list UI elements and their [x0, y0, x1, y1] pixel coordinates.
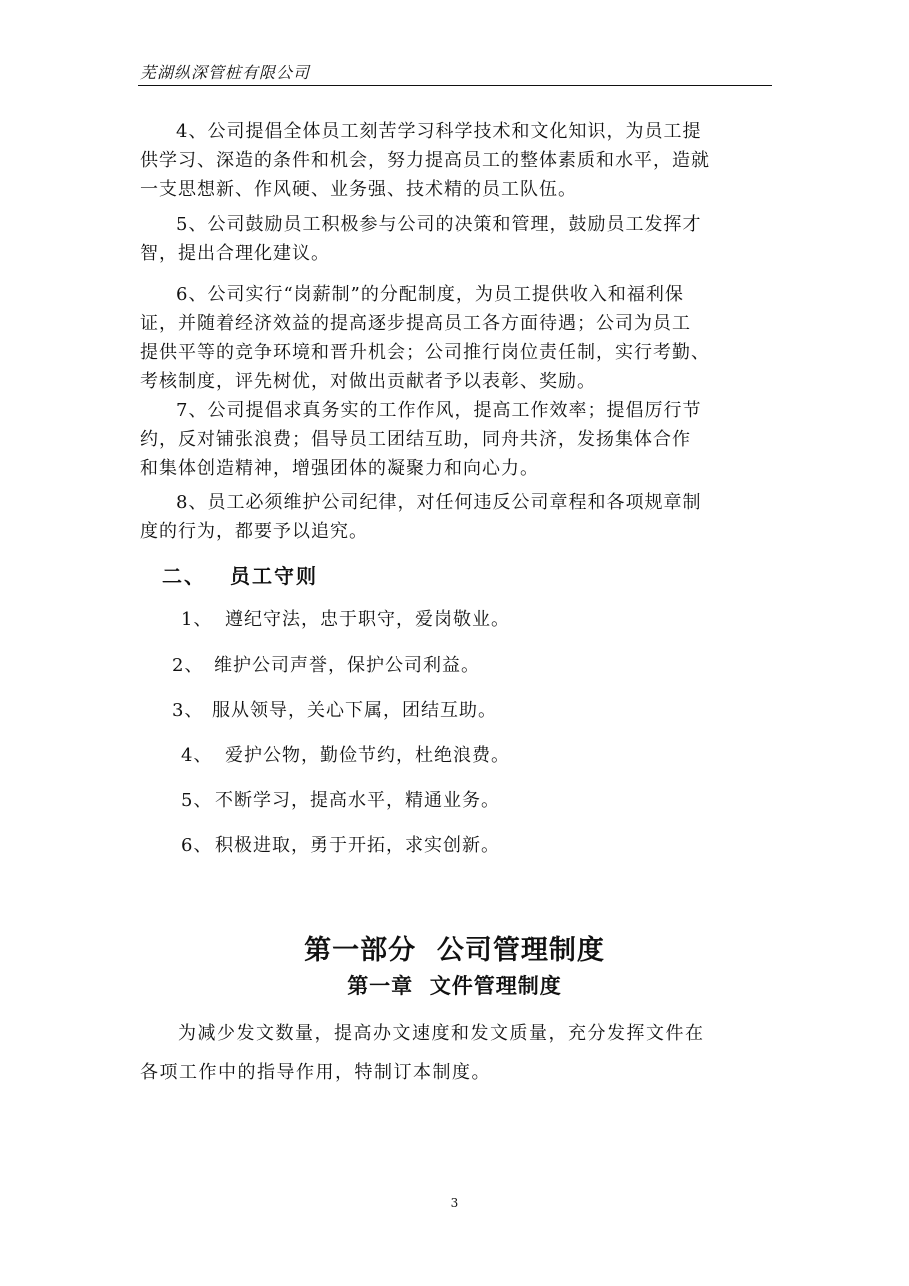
- rule-number: 4、: [181, 745, 213, 766]
- part-title: 第一部分 公司管理制度: [304, 935, 605, 966]
- paragraph-line: 各项工作中的指导作用，特制订本制度。: [140, 1062, 491, 1083]
- paragraph-line: 证，并随着经济效益的提高逐步提高员工各方面待遇；公司为员工: [140, 313, 691, 334]
- header-divider: [138, 85, 772, 86]
- page-number: 3: [450, 1196, 459, 1210]
- paragraph-line: 一支思想新、作风硬、业务强、技术精的员工队伍。: [140, 179, 577, 200]
- paragraph-line: 和集体创造精神，增强团体的凝聚力和向心力。: [140, 458, 539, 479]
- paragraph-line: 4、公司提倡全体员工刻苦学习科学技术和文化知识，为员工提: [176, 121, 702, 142]
- chapter-intro-paragraph: [140, 1014, 772, 1092]
- paragraph-line: 智，提出合理化建议。: [140, 243, 330, 264]
- paragraph-line: 约，反对铺张浪费；倡导员工团结互助，同舟共济，发扬集体合作: [140, 429, 691, 450]
- rule-number: 1、: [181, 609, 213, 630]
- rule-number: 2、: [172, 655, 204, 676]
- rule-text: 维护公司声誉，保护公司利益。: [214, 655, 480, 676]
- paragraph-line: 度的行为，都要予以追究。: [140, 521, 368, 542]
- paragraph-line: 8、员工必须维护公司纪律，对任何违反公司章程和各项规章制: [176, 492, 702, 513]
- rule-item: [172, 696, 497, 722]
- rule-text: 爱护公物，勤俭节约，杜绝浪费。: [225, 745, 510, 766]
- rule-text: 遵纪守法，忠于职守，爱岗敬业。: [225, 609, 510, 630]
- paragraph-item-7: [140, 396, 772, 483]
- paragraph-item-6: [140, 280, 772, 396]
- paragraph-line: 5、公司鼓励员工积极参与公司的决策和管理，鼓励员工发挥才: [176, 214, 702, 235]
- section-number: 二、: [162, 564, 206, 588]
- paragraph-line: 7、公司提倡求真务实的工作作风，提高工作效率；提倡厉行节: [176, 400, 702, 421]
- rule-item: [181, 831, 500, 857]
- paragraph-line: 为减少发文数量，提高办文速度和发文质量，充分发挥文件在: [178, 1023, 705, 1044]
- paragraph-line: 供学习、深造的条件和机会，努力提高员工的整体素质和水平，造就: [140, 150, 710, 171]
- rule-text: 服从领导，关心下属，团结互助。: [212, 700, 497, 721]
- rule-text: 不断学习，提高水平，精通业务。: [215, 790, 500, 811]
- chapter-title: 第一章 文件管理制度: [347, 974, 562, 998]
- rule-item: [172, 651, 480, 677]
- company-header: 芜湖纵深管桩有限公司: [140, 63, 311, 82]
- rule-number: 5、: [181, 790, 213, 811]
- rule-item: [181, 786, 500, 812]
- section-title: 员工守则: [230, 564, 318, 588]
- paragraph-item-5: [140, 210, 772, 268]
- paragraph-line: 考核制度，评先树优，对做出贡献者予以表彰、奖励。: [140, 371, 596, 392]
- rule-text: 积极进取，勇于开拓，求实创新。: [215, 835, 500, 856]
- rule-item: [181, 605, 510, 631]
- section-heading: [162, 560, 318, 589]
- paragraph-item-4: [140, 117, 772, 204]
- rule-number: 6、: [181, 835, 213, 856]
- paragraph-item-8: [140, 488, 772, 546]
- paragraph-line: 提供平等的竞争环境和晋升机会；公司推行岗位责任制，实行考勤、: [140, 342, 710, 363]
- rule-item: [181, 741, 510, 767]
- paragraph-line: 6、公司实行“岗薪制”的分配制度，为员工提供收入和福利保: [176, 284, 684, 305]
- rule-number: 3、: [172, 700, 204, 721]
